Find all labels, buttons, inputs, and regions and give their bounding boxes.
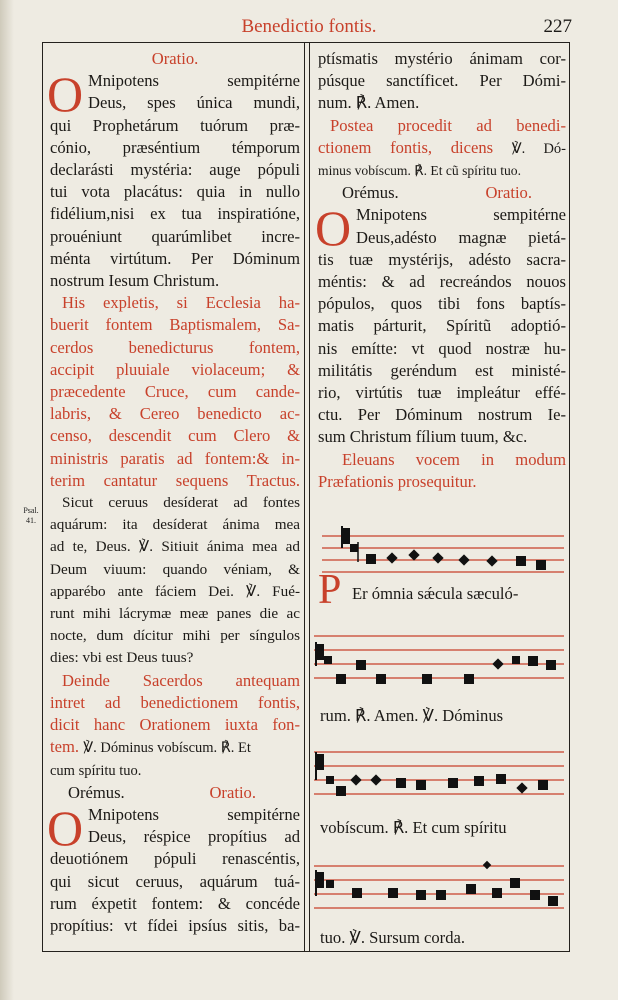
text-line: tui vota placátus: quia in nullo (50, 182, 300, 202)
text-line: dies: vbi est Deus tuus? (50, 649, 194, 667)
text-line: Deus, spes única mundi, (88, 93, 300, 113)
rubric-paragraph (50, 292, 300, 492)
text-line: méntis: & ad recreándos nouos (318, 272, 566, 292)
drop-cap: O (315, 200, 352, 257)
oratio-heading: Oratio. (151, 49, 199, 68)
chant-staff (312, 518, 566, 582)
chant-staff (312, 740, 566, 804)
oremus-row (50, 782, 300, 804)
staff-svg (312, 626, 566, 690)
rubric-line: accipit pluuiale violaceum; & (50, 359, 300, 379)
drop-cap: O (47, 799, 84, 856)
text-line: cum spíritu tuo. (50, 762, 142, 779)
rubric-line: intret ad benedictionem fontis, (50, 692, 300, 712)
chant-lyric: Er ómnia sǽcula sæculó- (352, 584, 519, 603)
rubric-line: præcedente Cruce, cum cande- (50, 382, 300, 402)
text-line: Mnipotens sempitérne (88, 71, 300, 91)
text-line: rio, virtútis tuæ impleátur effé- (318, 383, 566, 403)
staff-svg (312, 518, 566, 582)
chant-lyric: tuo. ℣. Sursum corda. (320, 928, 466, 947)
rubric-line: buerit fontem Baptismalem, Sa- (50, 315, 300, 335)
rubric-fragment: tem. (50, 737, 80, 757)
oremus-label: Orémus. (342, 183, 399, 203)
text-line: militátis geréndum est ministé- (318, 360, 566, 380)
text-line: qui Prophetárum tuórum præ- (50, 115, 300, 135)
rubric-line: Præfationis prosequitur. (318, 471, 477, 491)
text-line: cónio, præséntium témporum (50, 137, 300, 157)
text-line: apparébo ante fáciem Dei. ℣. Fué- (50, 582, 300, 600)
oratio-heading: Oratio. (209, 782, 256, 802)
text-line: ptísmatis mystério ánimam cor- (318, 49, 566, 68)
margin-note: Psal. 41. (23, 506, 39, 525)
prayer-paragraph (47, 799, 300, 937)
text-line: ctu. Per Dóminum nostrum Ie- (318, 405, 566, 425)
text-line: tis tuæ mystérijs, adésto sacra- (318, 249, 566, 269)
rubric-line: His expletis, si Ecclesia ha- (62, 293, 300, 313)
page-header (46, 16, 572, 38)
text-line: runt mihi lácrymæ meæ panes die ac (50, 605, 300, 623)
prayer-paragraph (315, 200, 566, 448)
text-line: Deus,adésto magnæ pietá- (356, 227, 566, 247)
rubric-fragment: ctionem fontis, dicens (318, 137, 494, 157)
text-line: Mnipotens sempitérne (88, 804, 300, 824)
chant-staff (312, 854, 566, 918)
text-line: nostrum Iesum Christum. (50, 271, 220, 291)
text-line: nis emítte: vt quod nostræ hu- (318, 338, 566, 358)
rubric-line: dicit hanc Orationem iuxta fon- (50, 715, 300, 735)
chant-staff (312, 626, 566, 690)
prayer-paragraph (47, 66, 300, 292)
chant-initial: P (318, 567, 342, 613)
text-line: nocte, dum dícitur mihi per síngulos (50, 627, 300, 645)
text-line: sum Christum fílium tuum, &c. (318, 427, 528, 447)
text-line: matis párturit, Spíritũ adoptió- (318, 316, 566, 336)
oratio-heading: Oratio. (485, 183, 532, 203)
rubric-line: Postea procedit ad benedi- (330, 115, 566, 135)
column-divider (304, 42, 310, 952)
text-line: Sicut ceruus desíderat ad fontes (62, 494, 300, 512)
text-fragment: ℣. Dó- (511, 140, 566, 157)
text-line: ad te, Deus. ℣. Sitiuit ánima mea ad (50, 538, 300, 556)
rubric-line: cerdos benedicturus fontem, (50, 337, 300, 357)
staff-svg (312, 740, 566, 804)
text-line (50, 736, 300, 759)
chant-lyric: vobíscum. ℟. Et cum spíritu (320, 818, 507, 837)
text-line: aquárum: ita desíderat ánima mea (50, 516, 300, 534)
page-number: 227 (543, 16, 572, 37)
text-line: declarásti mystéria: auge pópuli (50, 160, 300, 180)
text-line: ménta virtútum. Per Dóminum (50, 248, 300, 268)
text-line: Mnipotens sempitérne (356, 205, 566, 225)
running-title: Benedictio fontis. (241, 16, 377, 37)
chant-lyric: rum. ℟. Amen. ℣. Dóminus (320, 706, 504, 725)
text-line: fidélium,nisi ex tua inspiratióne, (50, 204, 300, 224)
text-line: deuotiónem pópuli renascéntis, (50, 849, 300, 869)
rubric-line: labris, & Cereo benedicto ac- (50, 404, 300, 424)
rubric-line: Deinde Sacerdos antequam (62, 670, 300, 690)
oremus-label: Orémus. (68, 782, 125, 802)
rubric-line: Eleuans vocem in modum (342, 449, 566, 469)
oremus-row (318, 182, 566, 204)
drop-cap: O (47, 66, 84, 123)
text-line: rum éxpetit fontem: & concéde (50, 893, 300, 913)
rubric-line: terim cantatur sequens Tractus. (50, 470, 300, 490)
staff-svg (312, 854, 566, 918)
text-line: minus vobíscum. ℟. Et cũ spíritu tuo. (318, 163, 522, 179)
text-line: propítius: vt fídei ipsíus sitis, ba- (50, 915, 300, 935)
text-fragment: ℣. Dóminus vobíscum. ℟. Et (83, 740, 251, 757)
rubric-line: ministris paratis ad fontem:& in- (50, 448, 300, 468)
text-line: qui sicut ceruus, aquárum tuá- (50, 871, 300, 891)
text-line: Deus, réspice propítius ad (88, 827, 300, 847)
right-column (315, 48, 566, 493)
tract-paragraph (50, 492, 300, 670)
text-line: num. ℟. Amen. (318, 93, 420, 113)
text-line: Deum viuum: quando véniam, & (50, 560, 300, 578)
rubric-line: censo, descendit cum Clero & (50, 426, 300, 446)
left-column (47, 48, 300, 937)
text-line: prouéniunt quarúmlibet incre- (50, 226, 300, 246)
text-line: púsque sanctíficet. Per Dómi- (318, 71, 566, 91)
rubric-paragraph (50, 670, 300, 782)
text-line: pópulos, quos tibi fons baptís- (318, 294, 566, 314)
text-line (318, 137, 566, 160)
